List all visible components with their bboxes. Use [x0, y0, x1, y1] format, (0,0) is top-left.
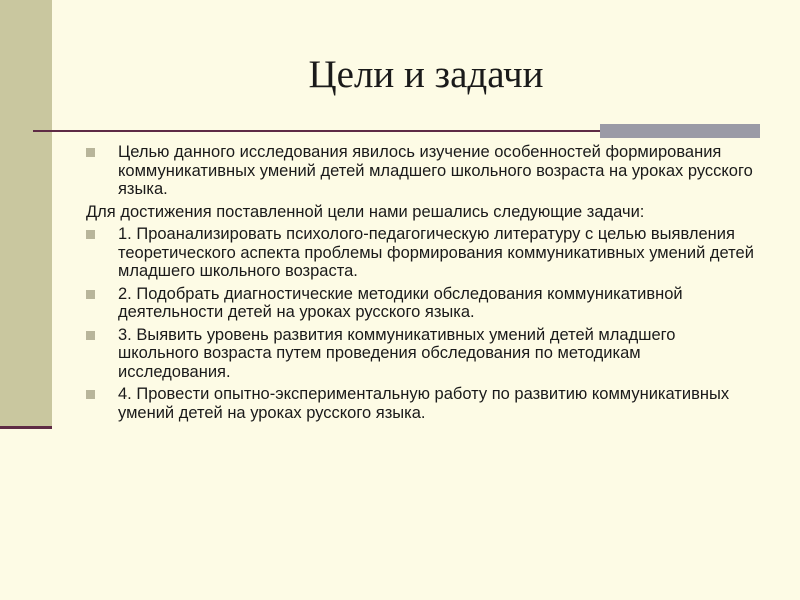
square-bullet-icon	[86, 148, 95, 157]
square-bullet-icon	[86, 230, 95, 239]
paragraph-intro: Для достижения поставленной цели нами решались следующие задачи:	[86, 202, 645, 221]
bullet-text: 2. Подобрать диагностические методики обследования коммуникативной деятельности детей на уроках русского языка.	[118, 284, 683, 321]
bullet-item-task-4	[86, 385, 756, 422]
square-bullet-icon	[86, 390, 95, 399]
slide-content	[86, 143, 756, 426]
bullet-text: 4. Провести опытно-экспериментальную работу по развитию коммуникативных умений детей на уроках русского языка.	[118, 385, 730, 422]
bullet-text: 3. Выявить уровень развития коммуникативных умений детей младшего школьного возраста путем проведения обследования по методикам исследования.	[118, 325, 676, 381]
left-bar-edge-line	[0, 426, 52, 429]
bullet-item-task-3	[86, 326, 756, 382]
bullet-text: 1. Проанализировать психолого-педагогическую литературу с целью выявления теоретического аспекта проблемы формирования коммуникативных умений детей младшего школьного возраста.	[118, 225, 754, 280]
square-bullet-icon	[86, 290, 95, 299]
bullet-item-goal	[86, 143, 756, 199]
slide-title: Цели и задачи	[308, 53, 544, 96]
bullet-text: Целью данного исследования явилось изучение особенностей формирования коммуникативных умений детей младшего школьного возраста на уроках русского языка.	[118, 143, 753, 198]
square-bullet-icon	[86, 331, 95, 340]
bullet-item-task-1	[86, 225, 756, 281]
bullet-item-task-2	[86, 285, 756, 322]
divider-accent-block	[600, 124, 760, 138]
left-decorative-bar	[0, 0, 52, 428]
